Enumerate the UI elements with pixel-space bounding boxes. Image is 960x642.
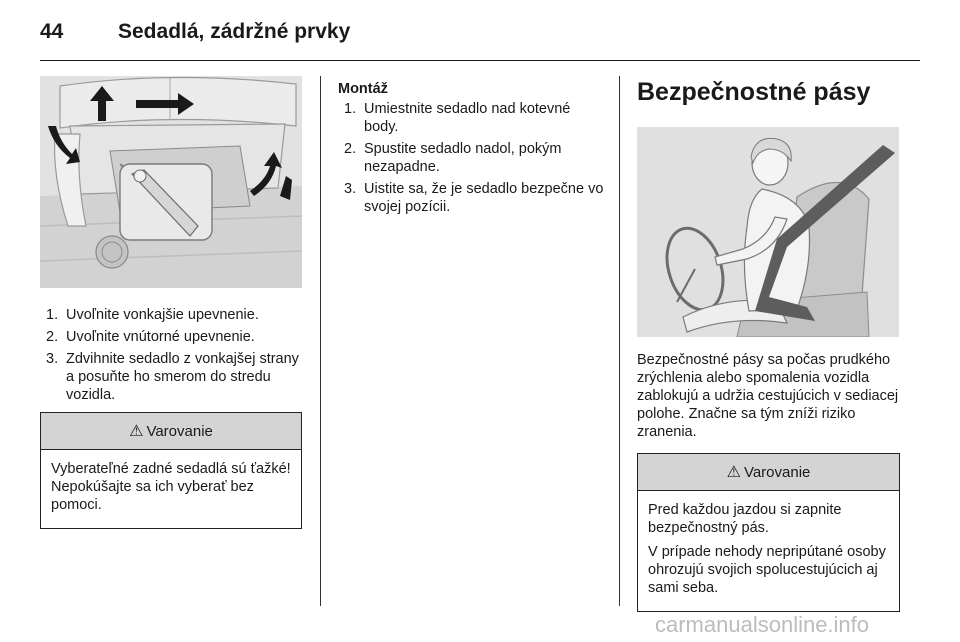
warning-text: Vyberateľné zadné sedadlá sú ťažké! Nepokúšajte sa ich vyberať bez pomoci. <box>51 461 291 513</box>
list-item: 3. Zdvihnite sedadlo z vonkajšej strany a posuňte ho smerom do stredu vozidla. <box>46 351 299 403</box>
list-item: 1. Umiestnite sedadlo nad kotevné body. <box>344 101 571 135</box>
warning-header <box>41 413 301 450</box>
column-divider <box>320 76 321 606</box>
removal-steps-list <box>40 306 302 404</box>
seat-removal-illustration <box>40 76 302 288</box>
middle-column <box>338 80 606 220</box>
left-column <box>40 76 302 529</box>
warning-title: Varovanie <box>743 463 811 481</box>
list-item: 2. Uvoľnite vnútorné upevnenie. <box>46 329 255 345</box>
list-item: 1. Uvoľnite vonkajšie upevnenie. <box>46 307 259 323</box>
right-column <box>637 76 900 612</box>
list-item: 2. Spustite sedadlo nadol, pokým nezapadne. <box>344 141 562 175</box>
warning-box <box>40 412 302 529</box>
warning-title: Varovanie <box>146 422 213 440</box>
column-divider <box>619 76 620 606</box>
warning-header <box>638 454 899 491</box>
installation-steps-list <box>338 100 606 216</box>
warning-text: V prípade nehody nepripútané osoby ohrozujú svojich spolucestujúcich aj sami seba. <box>648 544 886 596</box>
installation-heading: Montáž <box>338 81 388 97</box>
seatbelt-illustration <box>637 127 899 337</box>
page-header <box>40 14 920 61</box>
page-number: 44 <box>40 20 64 43</box>
warning-triangle-icon: ⚠ <box>129 423 144 440</box>
warning-body <box>41 450 301 528</box>
seatbelt-description: Bezpečnostné pásy sa počas prudkého zrýchlenia alebo spomalenia vozidla zablokujú a udržia cestujúcich v sediacej polohe. Značne sa tým zníži riziko zranenia. <box>637 352 899 440</box>
warning-text: Pred každou jazdou si zapnite bezpečnostný pás. <box>648 502 842 536</box>
warning-box <box>637 453 900 612</box>
warning-body <box>638 491 899 611</box>
warning-triangle-icon: ⚠ <box>726 464 741 481</box>
section-title: Bezpečnostné pásy <box>637 78 871 106</box>
watermark: carmanualsonline.info <box>655 612 870 637</box>
list-item: 3. Uistite sa, že je sedadlo bezpečne vo svojej pozícii. <box>344 181 604 215</box>
page-title: Sedadlá, zádržné prvky <box>118 20 351 43</box>
